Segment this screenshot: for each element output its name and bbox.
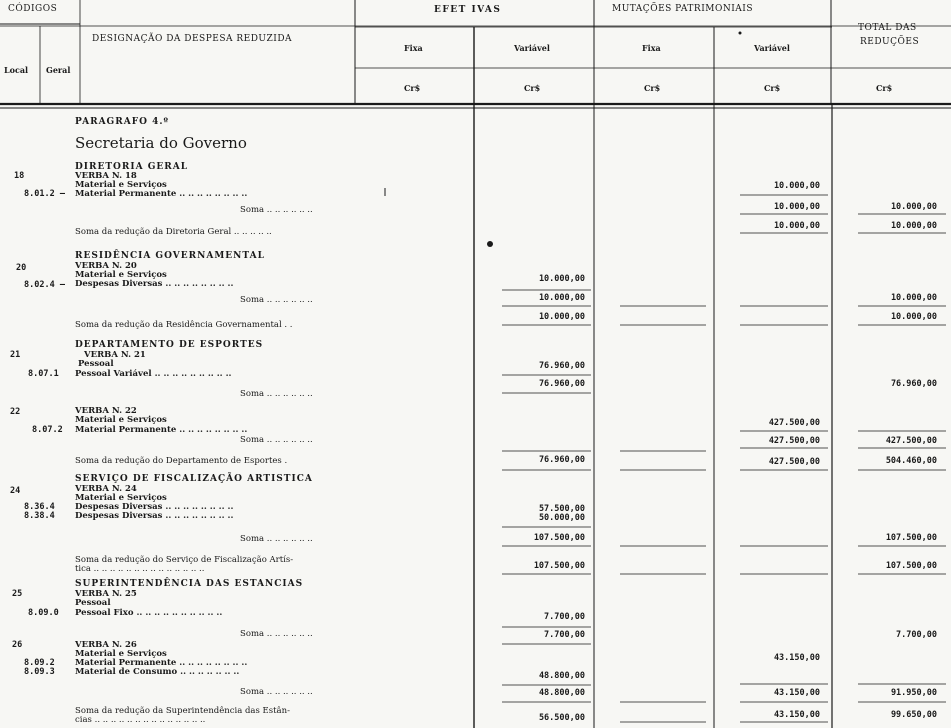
s5-item1-label: Despesas Diversas .. .. .. .. .. .. .. .. bbox=[75, 502, 234, 512]
s7-reduction-mv: 43.150,00 bbox=[773, 710, 820, 720]
s6-soma-total: 7.700,00 bbox=[896, 630, 937, 640]
fixa-header-1: Fixa bbox=[404, 43, 423, 53]
s1-item-code: 8.01.2 — bbox=[24, 189, 65, 199]
fixa-header-2: Fixa bbox=[642, 43, 661, 53]
currency-col-5: Cr$ bbox=[876, 83, 893, 93]
s1-item-mv: 10.000,00 bbox=[773, 181, 820, 191]
s3-item-label: Pessoal Variável .. .. .. .. .. .. .. .. .. bbox=[75, 369, 232, 379]
s7-soma-ev: 48.800,00 bbox=[538, 688, 585, 698]
s4-reduction-total: 504.460,00 bbox=[885, 456, 937, 466]
s5-soma-total: 107.500,00 bbox=[885, 533, 937, 543]
s2-category: Material e Serviços bbox=[75, 270, 167, 280]
s2-reduction-label: Soma da redução da Residência Governamental . . bbox=[75, 320, 293, 330]
s4-item-label: Material Permanente .. .. .. .. .. .. .. .. bbox=[75, 425, 248, 435]
local-header: Local bbox=[4, 65, 29, 75]
s3-verba: VERBA N. 21 bbox=[84, 350, 146, 360]
s6-category: Pessoal bbox=[75, 598, 111, 608]
variavel-header-1: Variável bbox=[514, 43, 550, 53]
s1-reduction-mv: 10.000,00 bbox=[773, 221, 820, 231]
total-header-line2: REDUÇÕES bbox=[860, 37, 920, 47]
s1-name: DIRETORIA GERAL bbox=[75, 162, 189, 172]
currency-col-2: Cr$ bbox=[524, 83, 541, 93]
s7-item1-code: 8.09.2 bbox=[24, 658, 55, 668]
s3-soma-ev: 76.960,00 bbox=[538, 379, 585, 389]
s1-code: 18 bbox=[14, 171, 25, 181]
secretaria-title: Secretaria do Governo bbox=[75, 134, 247, 152]
s5-soma-label: Soma .. .. .. .. .. .. bbox=[240, 534, 313, 544]
s7-code: 26 bbox=[12, 640, 23, 650]
s6-verba: VERBA N. 25 bbox=[75, 589, 137, 599]
s7-reduction-label-line2: cias .. .. .. .. .. .. .. .. .. .. .. .. .. .. bbox=[75, 715, 206, 725]
s1-category: Material e Serviços bbox=[75, 180, 167, 190]
s2-verba: VERBA N. 20 bbox=[75, 261, 137, 271]
s1-reduction-total: 10.000,00 bbox=[890, 221, 937, 231]
s2-soma-label: Soma .. .. .. .. .. .. bbox=[240, 295, 313, 305]
s3-soma-total: 76.960,00 bbox=[890, 379, 937, 389]
s1-soma-label: Soma .. .. .. .. .. .. bbox=[240, 205, 313, 215]
s6-item-code: 8.09.0 bbox=[28, 608, 59, 618]
s5-reduction-label-line1: Soma da redução do Serviço de Fiscalização Artís- bbox=[75, 555, 294, 565]
s5-name: SERVIÇO DE FISCALIZAÇÃO ARTISTICA bbox=[75, 474, 313, 484]
s4-code: 22 bbox=[10, 407, 21, 417]
s2-item-label: Despesas Diversas .. .. .. .. .. .. .. .. bbox=[75, 279, 234, 289]
s3-item-code: 8.07.1 bbox=[28, 369, 59, 379]
designacao-header: DESIGNAÇÃO DA DESPESA REDUZIDA bbox=[92, 34, 293, 44]
s5-reduction-ev: 107.500,00 bbox=[533, 561, 585, 571]
codigos-header: CÓDIGOS bbox=[8, 4, 58, 14]
s7-item2-ev: 48.800,00 bbox=[538, 671, 585, 681]
s2-name: RESIDÊNCIA GOVERNAMENTAL bbox=[75, 251, 265, 261]
s6-soma-label: Soma .. .. .. .. .. .. bbox=[240, 629, 313, 639]
s5-item1-ev: 57.500,00 bbox=[538, 504, 585, 514]
s7-soma-total: 91.950,00 bbox=[890, 688, 937, 698]
s4-soma-mv: 427.500,00 bbox=[768, 436, 820, 446]
s3-category: Pessoal bbox=[78, 359, 114, 369]
paragraph-heading: PARAGRAFO 4.º bbox=[75, 117, 169, 127]
s1-verba: VERBA N. 18 bbox=[75, 171, 137, 181]
s5-reduction-label-line2: tica .. .. .. .. .. .. .. .. .. .. .. .. .. .. bbox=[75, 564, 205, 574]
s7-item2-code: 8.09.3 bbox=[24, 667, 55, 677]
s5-verba: VERBA N. 24 bbox=[75, 484, 137, 494]
s5-item2-label: Despesas Diversas .. .. .. .. .. .. .. .. bbox=[75, 511, 234, 521]
mutacoes-header: MUTAÇÕES PATRIMONIAIS bbox=[612, 4, 753, 14]
s4-soma-label: Soma .. .. .. .. .. .. bbox=[240, 435, 313, 445]
s7-reduction-label-line1: Soma da redução da Superintendência das Estân- bbox=[75, 706, 290, 716]
s2-reduction-ev: 10.000,00 bbox=[538, 312, 585, 322]
s4-category: Material e Serviços bbox=[75, 415, 167, 425]
s1-item-label: Material Permanente .. .. .. .. .. .. .. .. bbox=[75, 189, 248, 199]
s4-reduction-ev: 76.960,00 bbox=[538, 455, 585, 465]
s3-soma-label: Soma .. .. .. .. .. .. bbox=[240, 389, 313, 399]
currency-col-1: Cr$ bbox=[404, 83, 421, 93]
s4-soma-total: 427.500,00 bbox=[885, 436, 937, 446]
s2-item-ev: 10.000,00 bbox=[538, 274, 585, 284]
s2-item-code: 8.02.4 — bbox=[24, 280, 65, 290]
s1-soma-total: 10.000,00 bbox=[890, 202, 937, 212]
s4-reduction-label: Soma da redução do Departamento de Esportes . bbox=[75, 456, 288, 466]
s7-item1-label: Material Permanente .. .. .. .. .. .. .. .. bbox=[75, 658, 248, 668]
s7-reduction-total: 99.650,00 bbox=[890, 710, 937, 720]
s5-item2-ev: 50.000,00 bbox=[538, 513, 585, 523]
s1-reduction-label: Soma da redução da Diretoria Geral .. .. .. .. .. bbox=[75, 227, 272, 237]
s6-item-ev: 7.700,00 bbox=[544, 612, 585, 622]
s5-item2-code: 8.38.4 bbox=[24, 511, 55, 521]
s5-code: 24 bbox=[10, 486, 21, 496]
s4-item-mv: 427.500,00 bbox=[768, 418, 820, 428]
s4-reduction-mv: 427.500,00 bbox=[768, 457, 820, 467]
s2-code: 20 bbox=[16, 263, 27, 273]
s6-code: 25 bbox=[12, 589, 23, 599]
s7-category: Material e Serviços bbox=[75, 649, 167, 659]
s1-soma-mv: 10.000,00 bbox=[773, 202, 820, 212]
s5-item1-code: 8.36.4 bbox=[24, 502, 55, 512]
currency-col-4: Cr$ bbox=[764, 83, 781, 93]
efetivas-header: EFET IVAS bbox=[434, 5, 502, 15]
variavel-header-2: Variável bbox=[754, 43, 790, 53]
s6-soma-ev: 7.700,00 bbox=[544, 630, 585, 640]
s2-soma-ev: 10.000,00 bbox=[538, 293, 585, 303]
s7-item1-mv: 43.150,00 bbox=[773, 653, 820, 663]
total-header-line1: TOTAL DAS bbox=[858, 23, 917, 33]
s7-reduction-ev: 56.500,00 bbox=[538, 713, 585, 723]
s6-name: SUPERINTENDÊNCIA DAS ESTANCIAS bbox=[75, 579, 304, 589]
s4-item-code: 8.07.2 bbox=[32, 425, 63, 435]
s7-item2-label: Material de Consumo .. .. .. .. .. .. .. bbox=[75, 667, 240, 677]
s2-reduction-total: 10.000,00 bbox=[890, 312, 937, 322]
s4-verba: VERBA N. 22 bbox=[75, 406, 137, 416]
currency-col-3: Cr$ bbox=[644, 83, 661, 93]
s3-item-ev: 76.960,00 bbox=[538, 361, 585, 371]
s7-verba: VERBA N. 26 bbox=[75, 640, 137, 650]
s7-soma-label: Soma .. .. .. .. .. .. bbox=[240, 687, 313, 697]
s7-soma-mv: 43.150,00 bbox=[773, 688, 820, 698]
s3-code: 21 bbox=[10, 350, 21, 360]
s6-item-label: Pessoal Fixo .. .. .. .. .. .. .. .. .. .. bbox=[75, 608, 223, 618]
s5-soma-ev: 107.500,00 bbox=[533, 533, 585, 543]
s2-soma-total: 10.000,00 bbox=[890, 293, 937, 303]
geral-header: Geral bbox=[46, 65, 71, 75]
s3-name: DEPARTAMENTO DE ESPORTES bbox=[75, 340, 264, 350]
s5-category: Material e Serviços bbox=[75, 493, 167, 503]
s5-reduction-total: 107.500,00 bbox=[885, 561, 937, 571]
